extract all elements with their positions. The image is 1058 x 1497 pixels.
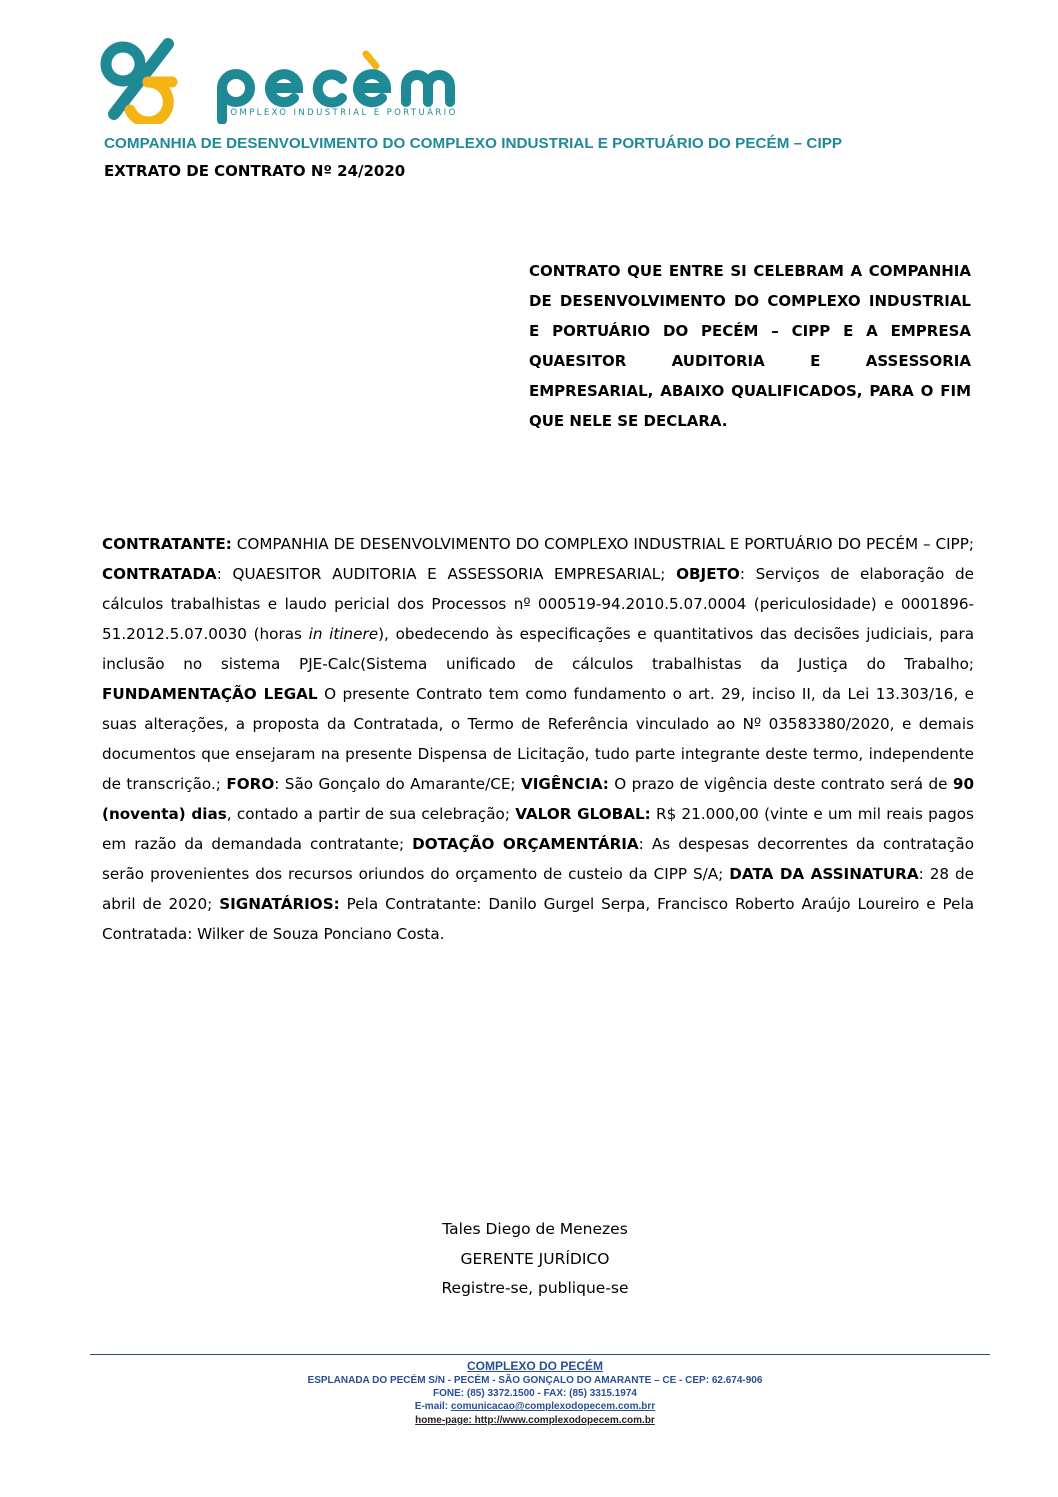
document-title: EXTRATO DE CONTRATO Nº 24/2020 [104,162,406,180]
data-assinatura-value: : 28 de abril de 2020; [102,865,974,913]
footer-email-line [200,1400,870,1413]
contratante-label: CONTRATANTE: [102,535,232,553]
company-name: COMPANHIA DE DESENVOLVIMENTO DO COMPLEXO INDUSTRIAL E PORTUÁRIO DO PECÉM – CIPP [104,135,843,152]
vigencia-label: VIGÊNCIA: [520,775,609,793]
contratada-value: : QUAESITOR AUDITORIA E ASSESSORIA EMPRESARIAL; [216,565,677,583]
objeto-label: OBJETO [676,565,740,583]
footer-email-label: E-mail: [414,1401,451,1413]
signatarios-label: SIGNATÁRIOS: [219,895,340,913]
contratada-label: CONTRATADA [102,565,217,583]
signer-name: Tales Diego de Menezes [442,1220,628,1238]
pecem-logo [96,38,496,124]
vigencia-value: O prazo de vigência deste contrato será de [608,775,953,793]
footer-title: COMPLEXO DO PECÉM [466,1359,603,1373]
vigencia-value-cont: , contado a partir de sua celebração; [226,805,516,823]
footer-email-link[interactable]: comunicacao@complexodopecem.com.brr [450,1401,656,1413]
footer-address: ESPLANADA DO PECÉM S/N - PECÉM - SÃO GONÇALO DO AMARANTE – CE - CEP: 62.674-906 [307,1375,763,1386]
signature-block [330,1215,740,1304]
foro-value: : São Gonçalo do Amarante/CE; [274,775,521,793]
contratante-value: COMPANHIA DE DESENVOLVIMENTO DO COMPLEXO INDUSTRIAL E PORTUÁRIO DO PECÉM – CIPP; [231,535,974,553]
fundamentacao-value: O presente Contrato tem como fundamento o art. 29, inciso II, da Lei 13.303/16, e suas alterações, a proposta da Contratada, o Termo de Referência vinculado ao Nº 03583380/2020, e demais documentos que ensejaram na presente Dispensa de Licitação, tudo parte integrante deste termo, independente de transcrição.; [102,685,974,793]
objeto-value: : Serviços de elaboração de cálculos trabalhistas e laudo pericial dos Processos nº 000519-94.2010.5.07.0004 (periculosidade) e 0001896-51.2012.5.07.0030 (horas [102,565,974,643]
foro-label: FORO [226,775,275,793]
signer-role: GERENTE JURÍDICO [460,1249,610,1268]
objeto-value-cont: ), obedecendo às especificações e quantitativos das decisões judiciais, para inclusão no sistema PJE-Calc(Sistema unificado de cálculos trabalhistas da Justiça do Trabalho; [102,625,975,673]
footer-divider [90,1354,990,1355]
objeto-italic: in itinere [308,625,379,643]
footer [200,1359,870,1427]
contract-summary: CONTRATO QUE ENTRE SI CELEBRAM A COMPANHIA DE DESENVOLVIMENTO DO COMPLEXO INDUSTRIAL E PORTUÁRIO DO PECÉM – CIPP E A EMPRESA QUAESITOR AUDITORIA E ASSESSORIA EMPRESARIAL, ABAIXO QUALIFICADOS, PARA O FIM QUE NELE SE DECLARA. [529,262,971,430]
contract-body [102,529,974,949]
footer-phone: FONE: (85) 3372.1500 - FAX: (85) 3315.1974 [433,1388,637,1400]
publication-note: Registre-se, publique-se [441,1279,629,1297]
logo-tagline: COMPLEXO INDUSTRIAL E PORTUÁRIO [222,108,458,118]
valor-value: R$ 21.000,00 (vinte e um mil reais pagos em razão da demandada contratante; [102,805,974,853]
valor-label: VALOR GLOBAL: [515,805,651,823]
vigencia-duration: 90 (noventa) dias [102,775,975,823]
fundamentacao-label: FUNDAMENTAÇÃO LEGAL [102,685,318,703]
data-assinatura-label: DATA DA ASSINATURA [729,865,919,883]
dotacao-label: DOTAÇÃO ORÇAMENTÁRIA [412,835,639,853]
footer-homepage-link[interactable]: home-page: http://www.complexodopecem.com.br [415,1414,655,1426]
dotacao-value: : As despesas decorrentes da contratação serão provenientes dos recursos oriundos do orçamento de custeio da CIPP S/A; [102,835,974,883]
signatarios-value: Pela Contratante: Danilo Gurgel Serpa, Francisco Roberto Araújo Loureiro e Pela Contratada: Wilker de Souza Ponciano Costa. [102,895,974,943]
